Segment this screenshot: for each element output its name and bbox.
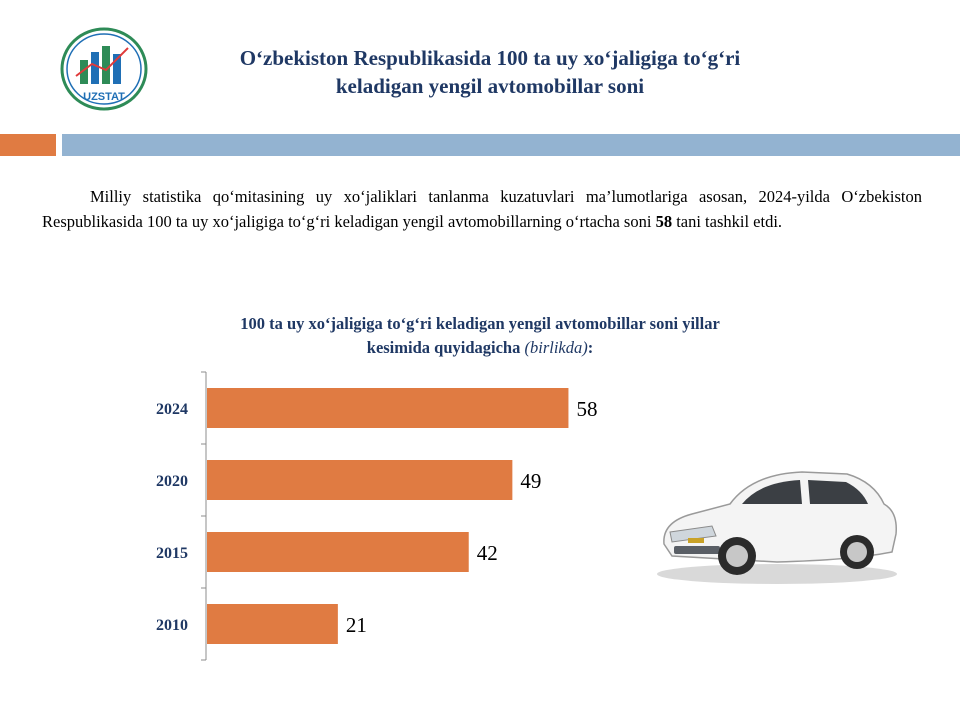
car-image: [652, 452, 902, 587]
category-label-2024: 2024: [156, 401, 188, 418]
intro-text-before: Milliy statistika qo‘mitasining uy xo‘jaliklari tanlanma kuzatuvlari ma’lumotlariga asosan, 2024-yilda O‘zbekiston Respublikasida 100 ta uy xo‘jaligiga to‘g‘ri keladigan yengil avtomobillarning o‘rtacha soni: [42, 187, 922, 231]
page-title-line2: keladigan yengil avtomobillar soni: [335, 74, 645, 98]
chart-title-line2: kesimida quyidagicha: [366, 338, 521, 357]
bar-2020: [207, 460, 512, 500]
svg-text:UZSTAT: UZSTAT: [83, 91, 125, 103]
uzstat-logo: [58, 26, 150, 112]
page-title: [160, 44, 820, 100]
page-title-line1: O‘zbekiston Respublikasida 100 ta uy xo‘jaligiga to‘g‘ri: [239, 46, 741, 70]
header-band-orange: [0, 134, 56, 156]
value-label-2015: 42: [476, 541, 498, 565]
bar-2024: [207, 388, 568, 428]
intro-text-after: tani tashkil etdi.: [672, 212, 783, 231]
value-label-2010: 21: [345, 613, 367, 637]
intro-highlight: 58: [655, 212, 673, 231]
chart-title: [150, 312, 810, 360]
bar-chart: [0, 360, 640, 670]
category-label-2020: 2020: [156, 473, 188, 490]
bar-2015: [207, 532, 469, 572]
category-label-2010: 2010: [156, 617, 188, 634]
value-label-2024: 58: [576, 397, 598, 421]
intro-paragraph: [42, 184, 922, 234]
chart-title-line1: 100 ta uy xo‘jaligiga to‘g‘ri keladigan yengil avtomobillar soni yillar: [240, 314, 720, 333]
chart-unit: (birlikda): [524, 338, 588, 357]
chart-title-suffix: :: [587, 338, 594, 357]
chart-title-line2-wrap: [150, 336, 810, 360]
bar-2010: [207, 604, 338, 644]
value-label-2020: 49: [520, 469, 542, 493]
category-label-2015: 2015: [156, 545, 188, 562]
header-band-blue: [62, 134, 960, 156]
